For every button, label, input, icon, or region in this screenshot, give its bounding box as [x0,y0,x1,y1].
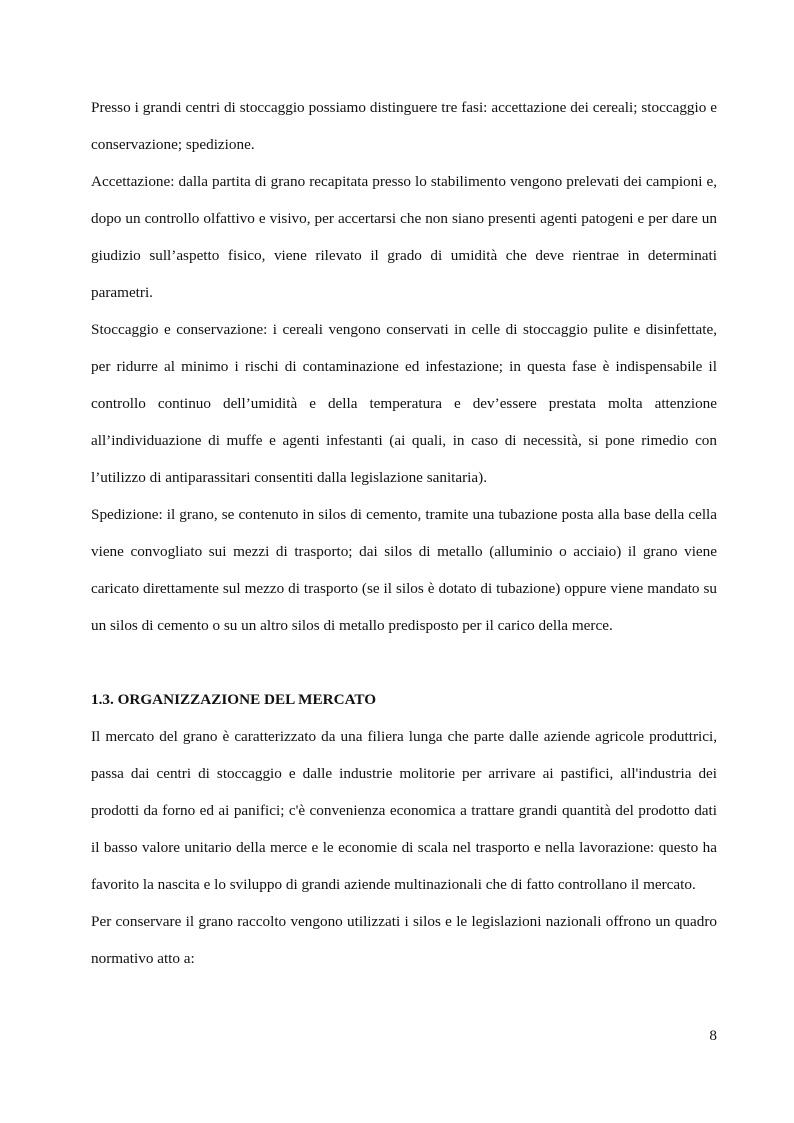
page-body [91,89,717,977]
paragraph-storage-conservation: Stoccaggio e conservazione: i cereali vengono conservati in celle di stoccaggio pulite e disinfettate, per ridurre al minimo i rischi di contaminazione ed infestazione; in questa fase è indispensabile il controllo continuo dell’umidità e della temperatura e dev’essere prestata molta attenzione all’individuazione di muffe e agenti infestanti (ai quali, in caso di necessità, si pone rimedio con l’utilizzo di antiparassitari consentiti dalla legislazione sanitaria). [91,321,717,486]
paragraph-shipping: Spedizione: il grano, se contenuto in silos di cemento, tramite una tubazione posta alla base della cella viene convogliato sui mezzi di trasporto; dai silos di metallo (alluminio o acciaio) il grano viene caricato direttamente sul mezzo di trasporto (se il silos è dotato di tubazione) oppure viene mandato su un silos di cemento o su un altro silos di metallo predisposto per il carico della merce. [91,506,717,634]
paragraph-silos-legislation: Per conservare il grano raccolto vengono utilizzati i silos e le legislazioni nazionali offrono un quadro normativo atto a: [91,913,717,967]
paragraph-market-chain: Il mercato del grano è caratterizzato da una filiera lunga che parte dalle aziende agricole produttrici, passa dai centri di stoccaggio e dalle industrie molitorie per arrivare ai pastifici, all'industria dei prodotti da forno ed ai panifici; c'è convenienza economica a trattare grandi quantità del prodotto dati il basso valore unitario della merce e le economie di scala nel trasporto e nella lavorazione: questo ha favorito la nascita e lo sviluppo di grandi aziende multinazionali che di fatto controllano il mercato. [91,728,717,893]
page-number: 8 [709,1027,717,1044]
paragraph-storage-phases: Presso i grandi centri di stoccaggio possiamo distinguere tre fasi: accettazione dei cereali; stoccaggio e conservazione; spedizione. [91,99,717,153]
paragraph-acceptance: Accettazione: dalla partita di grano recapitata presso lo stabilimento vengono prelevati dei campioni e, dopo un controllo olfattivo e visivo, per accertarsi che non siano presenti agenti patogeni e per dare un giudizio sull’aspetto fisico, viene rilevato il grado di umidità che deve rientrae in determinati parametri. [91,173,717,301]
section-heading: 1.3. ORGANIZZAZIONE DEL MERCATO [91,691,377,708]
